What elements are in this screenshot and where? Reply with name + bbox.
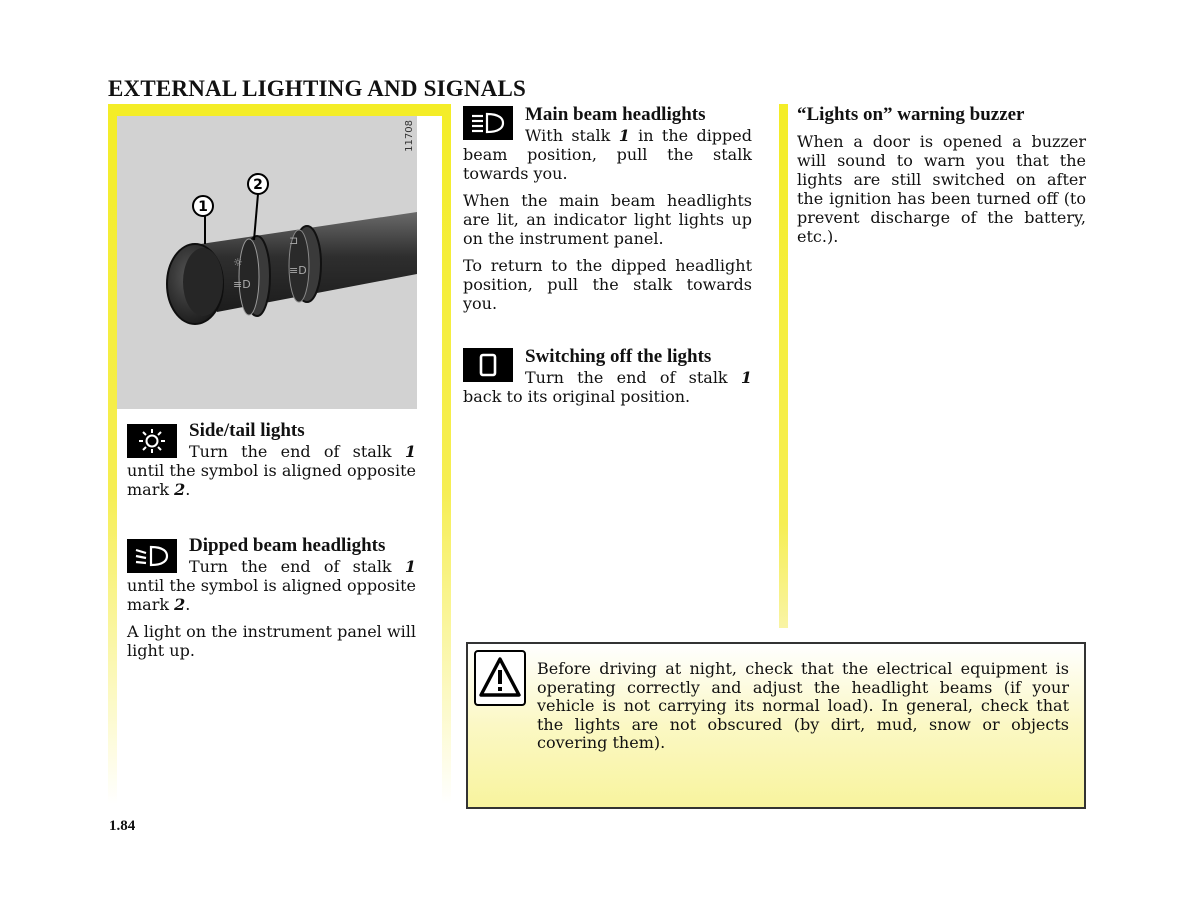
- warning-text: Before driving at night, check that the electrical equipment is operating correctly and adjust the headlight beams (if your vehicle is not carrying its normal load). In general, check that the lights are not obscured (by dirt, mud, snow or objects covering them).: [537, 659, 1069, 752]
- callout-2-label: 2: [253, 177, 263, 193]
- main-beam-icon: [463, 106, 513, 140]
- main-beam-text: With stalk 1 in the dipped beam position, pull the stalk towards you.: [463, 126, 753, 183]
- column-accent-stripe: [108, 104, 117, 804]
- warning-buzzer-heading: “Lights on” warning buzzer: [797, 104, 1025, 125]
- lights-off-text: Turn the end of stalk 1 back to its original position.: [463, 368, 752, 406]
- side-tail-lights-section: [127, 420, 416, 499]
- main-beam-return-text: To return to the dipped headlight position, pull the stalk towards you.: [463, 256, 752, 313]
- stalk-drawing: [117, 116, 417, 409]
- middle-column: [463, 104, 752, 406]
- dipped-beam-section: [127, 535, 416, 660]
- page-title: EXTERNAL LIGHTING AND SIGNALS: [108, 76, 526, 101]
- dipped-beam-note: A light on the instrument panel will light up.: [127, 622, 416, 660]
- column-accent-stripe: [442, 104, 451, 804]
- right-column: [797, 104, 1086, 246]
- warning-buzzer-section: [797, 104, 1086, 246]
- lights-off-section: [463, 346, 752, 406]
- side-lights-icon: [127, 424, 177, 458]
- night-driving-warning-box: [466, 642, 1086, 809]
- dipped-beam-icon: [127, 539, 177, 573]
- column-accent-stripe: [779, 104, 788, 628]
- main-beam-section: [463, 104, 752, 313]
- main-beam-heading: Main beam headlights: [525, 104, 706, 125]
- side-tail-lights-heading: Side/tail lights: [189, 420, 305, 441]
- dipped-beam-heading: Dipped beam headlights: [189, 535, 386, 556]
- figure-reference-code: 11708: [404, 120, 415, 152]
- lights-off-icon: [463, 348, 513, 382]
- page-number: 1.84: [109, 818, 136, 834]
- dipped-beam-text: Turn the end of stalk 1 until the symbol is aligned opposite mark 2.: [127, 557, 416, 614]
- svg-text:≡D: ≡D: [233, 278, 251, 291]
- side-tail-lights-text: Turn the end of stalk 1 until the symbol is aligned opposite mark 2.: [127, 442, 416, 499]
- warning-buzzer-text: When a door is opened a buzzer will sound to warn you that the lights are still switched on after the ignition has been turned off (to prevent discharge of the battery, etc.).: [797, 132, 1086, 246]
- left-column: [127, 420, 416, 660]
- main-beam-indicator-text: When the main beam headlights are lit, an indicator light lights up on the instrument panel.: [463, 191, 752, 248]
- lighting-stalk-illustration: [117, 116, 417, 409]
- svg-text:≡D: ≡D: [289, 264, 307, 277]
- warning-triangle-icon: [474, 650, 526, 706]
- svg-text:⊐: ⊐: [289, 234, 299, 247]
- svg-text:☼: ☼: [233, 256, 243, 269]
- title-accent-bar: [108, 104, 445, 116]
- callout-1-label: 1: [198, 199, 208, 215]
- lights-off-heading: Switching off the lights: [525, 346, 712, 367]
